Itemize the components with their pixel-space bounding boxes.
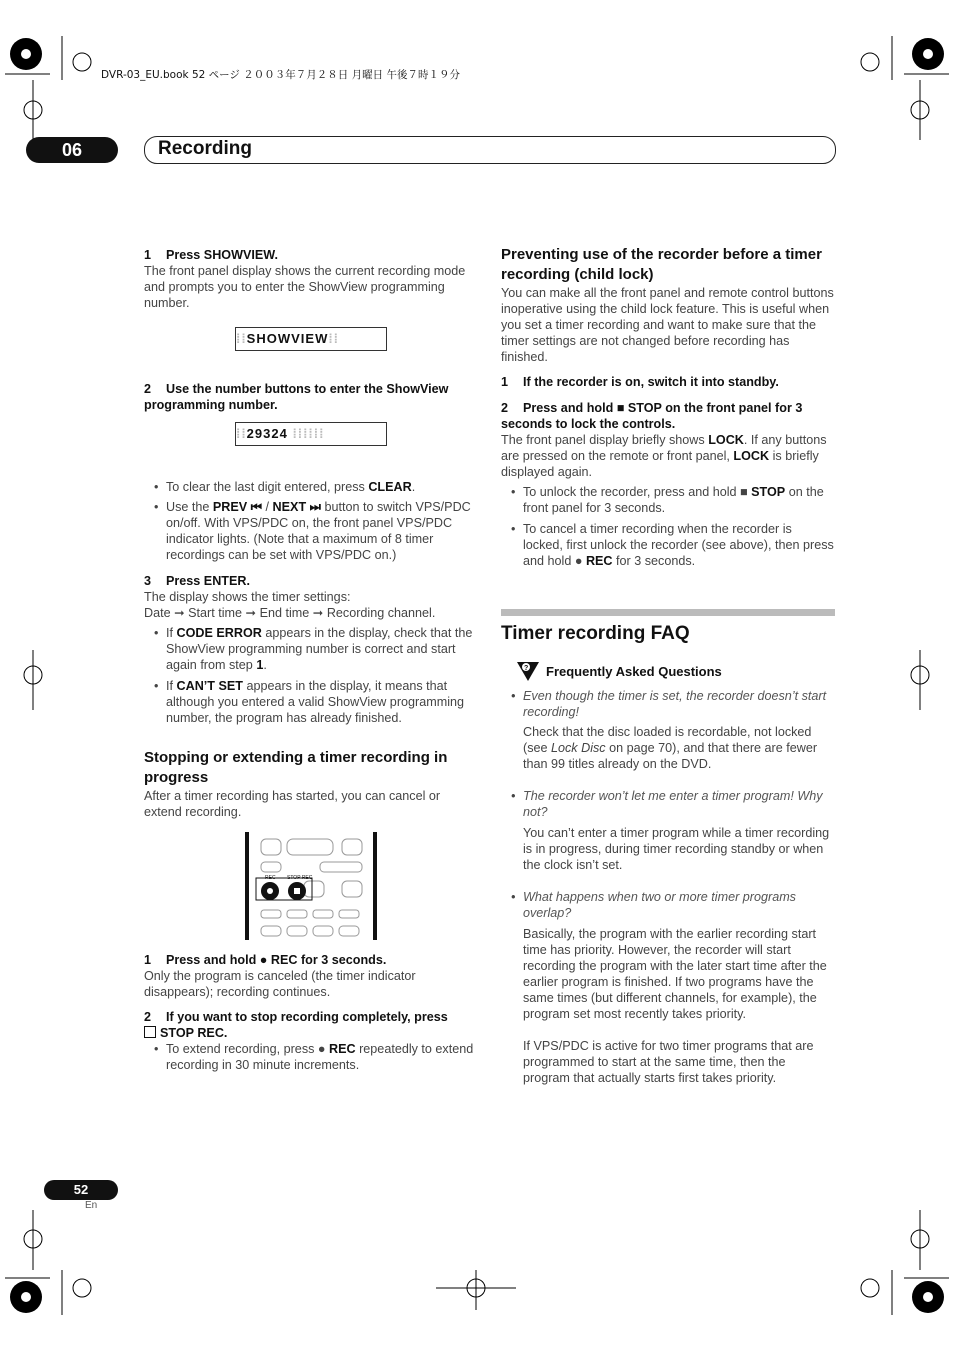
stop-step-1-title: 1 Press and hold ● REC for 3 seconds. (144, 953, 387, 967)
chapter-title-bar (144, 136, 836, 164)
child-lock-body: You can make all the front panel and remote control buttons inoperative using the child lock feature. This is useful when you set a timer recording and want to make sure that the timer settings are not changed before recording has finished. (501, 286, 834, 364)
bullet-cancel-locked: • To cancel a timer recording when the recorder is locked, first unlock the recorder (see above), then press and hold ● REC for 3 seconds. (501, 521, 835, 569)
faq-q2: • The recorder won’t let me enter a timer program! Why not? (501, 788, 835, 820)
faq-icon (516, 660, 540, 682)
bullet-extend: • To extend recording, press ● REC repeatedly to extend recording in 30 minute increments. (144, 1041, 480, 1073)
page-language: En (85, 1200, 98, 1211)
child-lock-heading: Preventing use of the recorder before a timer recording (child lock) (501, 246, 822, 283)
step-1-body: The front panel display shows the current recording mode and prompts you to enter the ShowView programming number. (144, 264, 466, 310)
chapter-title: Recording (158, 138, 252, 159)
faq-a4: If VPS/PDC is active for two timer programs that are programmed to start at the same time, then the program that actually starts first takes priority. (523, 1039, 814, 1085)
bullet-unlock: • To unlock the recorder, press and hold ■ STOP on the front panel for 3 seconds. (501, 484, 835, 516)
stop-step-2-title-cont: STOP REC. (144, 1025, 480, 1041)
lcd-showview: ⁞⁞SHOWVIEW⁞⁞ (235, 327, 387, 351)
remote-rec-label: REC (265, 875, 276, 881)
stop-step-2-title: 2 If you want to stop recording completely, press (144, 1010, 448, 1024)
faq-heading: Timer recording FAQ (501, 623, 690, 644)
print-header: DVR-03_EU.book 52 ページ ２００３年７月２８日 月曜日 午後７時１９分 (101, 69, 460, 81)
stop-extend-heading: Stopping or extending a timer recording in progress (144, 749, 448, 786)
faq-q1: • Even though the timer is set, the recorder doesn’t start recording! (501, 688, 835, 720)
faq-divider (501, 609, 835, 616)
bullet-clear: • To clear the last digit entered, press CLEAR. (144, 479, 480, 495)
faq-a3: Basically, the program with the earlier recording start time has priority. However, the recorder will start recording the program with the later start time after the earlier program is finished. If two programs have the same times (but different channels, for example), the program set most recently takes priority. (523, 927, 827, 1021)
step-3-sequence: Date ➞ Start time ➞ End time ➞ Recording channel. (144, 606, 436, 620)
stop-extend-body: After a timer recording has started, you can cancel or extend recording. (144, 789, 441, 819)
faq-a2: You can’t enter a timer program while a timer recording is in progress, during timer recording standby or when the clock isn’t set. (523, 826, 830, 872)
remote-stop-rec-label: STOP REC (287, 875, 313, 881)
bullet-code-error: • If CODE ERROR appears in the display, check that the ShowView programming number is correct and start again from step 1. (144, 625, 480, 673)
remote-control-illustration (144, 830, 480, 942)
left-column (144, 247, 480, 1073)
step-1-title: 1 Press SHOWVIEW. (144, 248, 278, 262)
right-column (501, 245, 835, 1086)
faq-q3: • What happens when two or more timer programs overlap? (501, 889, 835, 921)
lock-step-2-body: The front panel display briefly shows LOCK. If any buttons are pressed on the remote or front panel, LOCK is briefly displayed again. (501, 433, 827, 479)
step-3-body: The display shows the timer settings: (144, 590, 351, 604)
svg-text:?: ? (524, 665, 529, 672)
faq-a1: Check that the disc loaded is recordable, not locked (see Lock Disc on page 70), and that there are fewer than 99 titles already on the DVD. (523, 725, 818, 771)
page-number-badge (44, 1180, 118, 1200)
bullet-vps: • Use the PREV ⏮ / NEXT ⏭ button to switch VPS/PDC on/off. With VPS/PDC on, the front panel VPS/PDC indicator lights. (Note that a maximum of 8 timer recordings can be set with VPS/PDC on.) (144, 499, 480, 563)
chapter-number: 06 (26, 137, 118, 163)
lcd-number: ⁞⁞29324 ⁞⁞⁞⁞⁞⁞ (235, 422, 387, 446)
step-2-title: 2 Use the number buttons to enter the ShowView programming number. (144, 382, 449, 412)
bullet-cant-set: • If CAN’T SET appears in the display, it means that although you entered a valid ShowView programming number, the program has already finished. (144, 678, 480, 726)
page-number: 52 (73, 1182, 89, 1197)
step-3-title: 3 Press ENTER. (144, 574, 250, 588)
stop-step-1-body: Only the program is canceled (the timer indicator disappears); recording continues. (144, 969, 416, 999)
faq-subheading: ? Frequently Asked Questions (501, 664, 835, 688)
lock-step-2: 2 Press and hold ■ STOP on the front panel for 3 seconds to lock the controls. (501, 401, 803, 431)
lock-step-1: 1 If the recorder is on, switch it into standby. (501, 375, 779, 389)
